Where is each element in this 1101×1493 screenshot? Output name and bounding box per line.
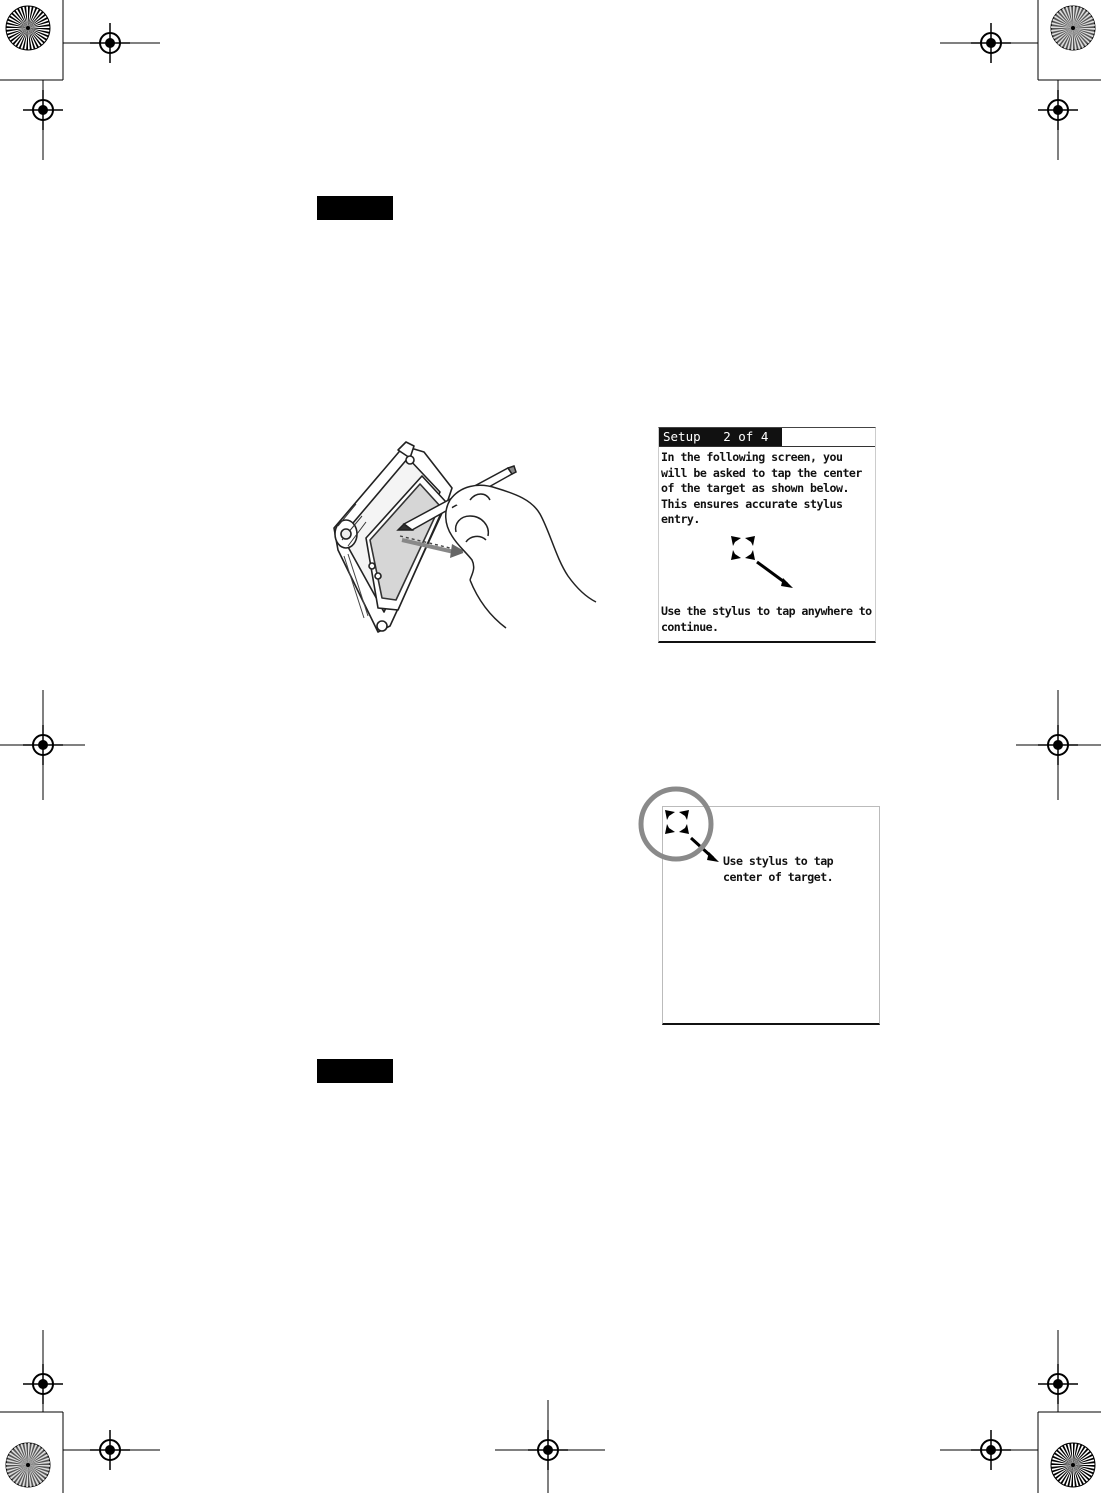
registration-mark-icon	[23, 725, 63, 765]
registration-mark-icon	[971, 23, 1011, 63]
registration-mark-icon	[90, 1430, 130, 1470]
hand-icon	[446, 485, 596, 628]
starburst-icon	[1051, 1443, 1095, 1487]
highlight-ring-icon	[636, 784, 716, 864]
registration-mark-icon	[90, 23, 130, 63]
note-label-top	[317, 196, 393, 220]
color-bar-icon	[6, 6, 50, 50]
color-bar-icon	[1051, 1443, 1095, 1487]
device-illustration	[320, 440, 600, 640]
setup-screen[interactable]	[658, 427, 876, 643]
registration-mark-icon	[1038, 90, 1078, 130]
registration-mark-icon	[971, 1430, 1011, 1470]
setup-title: Setup 2 of 4	[659, 428, 782, 446]
starburst-icon	[1051, 6, 1095, 50]
registration-mark-icon	[23, 90, 63, 130]
color-bar-icon	[1051, 6, 1095, 50]
registration-mark-icon	[528, 1430, 568, 1470]
setup-header	[659, 428, 875, 447]
note-label-bottom	[317, 1059, 393, 1083]
tap-target-icon	[727, 532, 799, 588]
calibration-instruction: Use stylus to tap center of target.	[723, 854, 834, 884]
setup-body-text: In the following screen, you will be asked to tap the center of the target as shown below. This ensures accurate stylus entry.	[661, 450, 862, 526]
handheld-pc-icon	[334, 442, 452, 632]
setup-footer-text: Use the stylus to tap anywhere to continue.	[661, 604, 872, 634]
registration-mark-icon	[23, 1364, 63, 1404]
starburst-icon	[6, 1443, 50, 1487]
starburst-icon	[6, 6, 50, 50]
color-bar-icon	[6, 1443, 50, 1487]
registration-mark-icon	[1038, 725, 1078, 765]
registration-mark-icon	[1038, 1364, 1078, 1404]
